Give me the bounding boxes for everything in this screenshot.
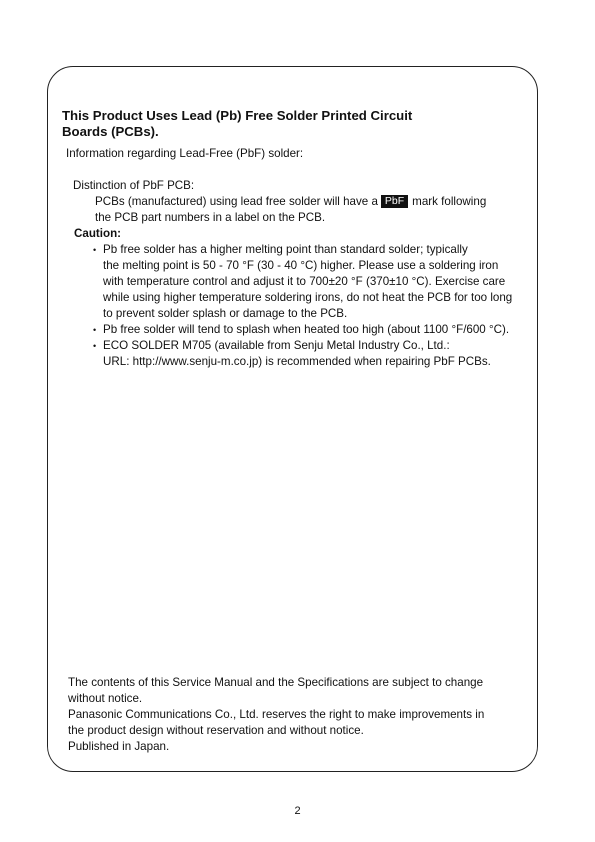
pbf-mark-badge: PbF <box>381 195 408 208</box>
notice-line-1: The contents of this Service Manual and the Specifications are subject to change <box>68 676 484 689</box>
notice-line-2: without notice. <box>68 692 143 705</box>
bullet-icon: • <box>93 341 97 351</box>
caution-label: Caution: <box>74 227 122 240</box>
caution-item-3-line-2: URL: http://www.senju-m.co.jp) is recommended when repairing PbF PCBs. <box>103 355 491 368</box>
notice-line-4: the product design without reservation and without notice. <box>68 724 364 737</box>
distinction-label: Distinction of PbF PCB: <box>73 179 195 192</box>
page-number: 2 <box>294 805 301 817</box>
caution-item-1-line-2: the melting point is 50 - 70 °F (30 - 40 °C) higher. Please use a soldering iron <box>103 259 499 272</box>
caution-item-1-line-1: Pb free solder has a higher melting point than standard solder; typically <box>103 243 468 256</box>
bullet-icon: • <box>93 245 97 255</box>
caution-item-1-line-4: while using higher temperature soldering irons, do not heat the PCB for too long <box>103 291 513 304</box>
caution-item-3-line-1: ECO SOLDER M705 (available from Senju Metal Industry Co., Ltd.: <box>103 339 450 352</box>
title-line-2: Boards (PCBs). <box>62 124 159 139</box>
distinction-line-2: the PCB part numbers in a label on the PCB. <box>95 211 326 224</box>
page-title <box>62 108 482 140</box>
caution-item-1-line-5: to prevent solder splash or damage to the PCB. <box>103 307 348 320</box>
distinction-line-1 <box>95 194 486 210</box>
bullet-icon: • <box>93 325 97 335</box>
notice-line-5: Published in Japan. <box>68 740 170 753</box>
distinction-text-before: PCBs (manufactured) using lead free solder will have a <box>95 195 378 208</box>
intro-text: Information regarding Lead-Free (PbF) solder: <box>66 147 304 160</box>
title-line-1: This Product Uses Lead (Pb) Free Solder Printed Circuit <box>62 108 413 123</box>
caution-item-1-line-3: with temperature control and adjust it to 700±20 °F (370±10 °C). Exercise care <box>103 275 506 288</box>
notice-line-3: Panasonic Communications Co., Ltd. reserves the right to make improvements in <box>68 708 485 721</box>
caution-item-2-line-1: Pb free solder will tend to splash when heated too high (about 1100 °F/600 °C). <box>103 323 510 336</box>
content-frame <box>47 66 538 772</box>
distinction-text-after: mark following <box>412 195 487 208</box>
